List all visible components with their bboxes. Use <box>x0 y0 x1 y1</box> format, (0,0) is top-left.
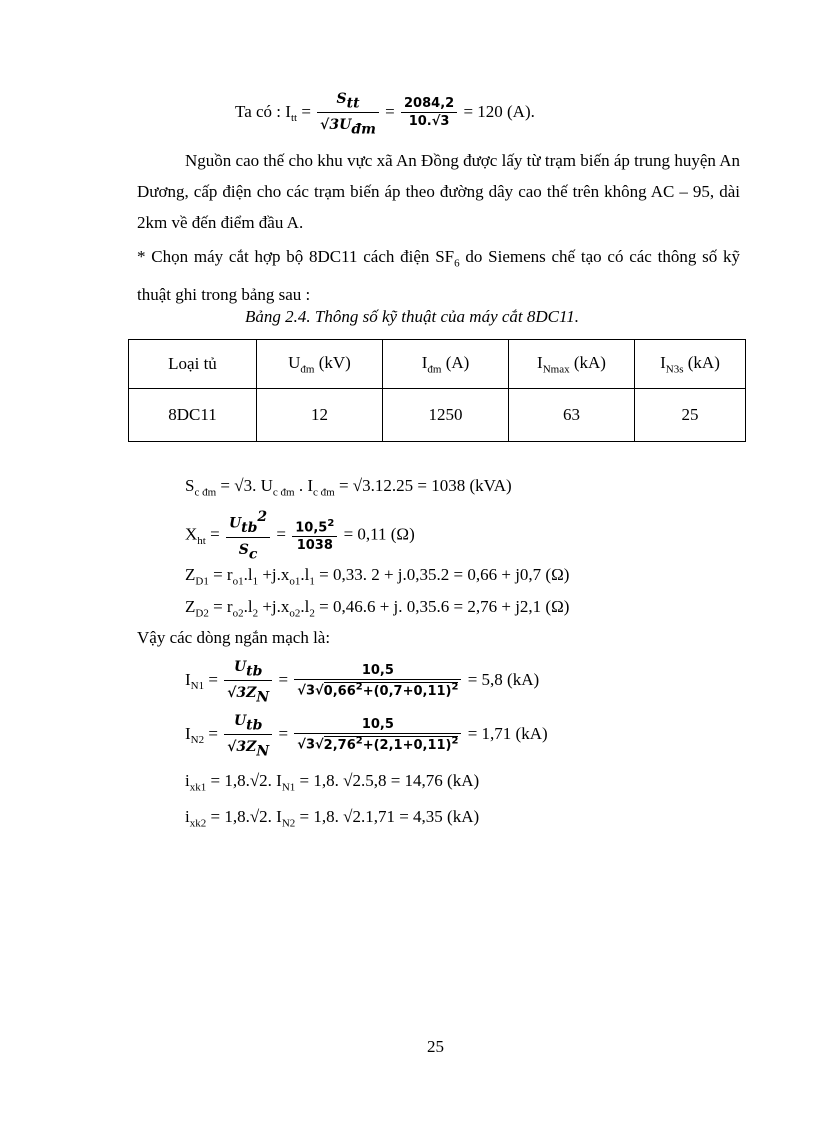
paragraph-breaker-selection: * Chọn máy cắt hợp bộ 8DC11 cách điện $SF_6$ do Siemens chế tạo có các thông số kỹ thuật ghi trong bảng sau : <box>137 247 740 305</box>
equation-zd2: $Z_{D2} = r_{o2}.l_2 +j.x_{o2}.l_2 = 0,46.6 + j$. 0,35.6 = 2,76 + j2,1 (Ω) <box>185 597 570 620</box>
fraction-utb: $\frac{U_{tb}}{√3Z_N}$ <box>224 656 272 706</box>
table-cell: 12 <box>257 389 383 442</box>
table-row <box>129 389 746 442</box>
fraction-numeric: $\frac{2084,2}{10.√3}$ <box>401 96 457 129</box>
equation-sc: $S_{c đm} = √3$. $U_{c đm}$ . $I_{c đm} = √3.12.25 = 1038$ (kVA) <box>185 476 512 499</box>
equation-ixk1: $i_{xk1} = 1,8.√2$. $I_{N1} = 1,8$. √2.5,8 = 14,76 (kA) <box>185 771 480 794</box>
table-cell: 25 <box>635 389 746 442</box>
conclusion-text: Vậy các dòng ngắn mạch là: <box>137 628 331 647</box>
equation-xht: $X_{ht}$ = $\frac{U_{tb}^2}{S_c}$ = $\frac{10,5^2}{1038}$ = 0,11 (Ω) <box>185 509 415 563</box>
fraction-utb: $\frac{U_{tb}^2}{S_c}$ <box>226 509 270 562</box>
breaker-spec-table <box>128 339 746 442</box>
header-cell: $U_{đm}$ (kV) <box>257 340 383 389</box>
table-cell: 1250 <box>383 389 509 442</box>
table-cell: 8DC11 <box>129 389 257 442</box>
header-cell: Loại tủ <box>129 340 257 389</box>
page-number: 25 <box>427 1037 444 1056</box>
header-cell: $I_{đm}$ (A) <box>383 340 509 389</box>
table-cell: 63 <box>509 389 635 442</box>
fraction-utb: $\frac{U_{tb}}{√3Z_N}$ <box>224 710 272 760</box>
fraction-stt: $\frac{S_{tt}}{√3U_{đm}}$ <box>317 88 379 138</box>
header-cell: $I_{Nmax}$ (kA) <box>509 340 635 389</box>
table-header-row <box>129 340 746 389</box>
paragraph-power-source: Nguồn cao thế cho khu vực xã An Đồng được lấy từ trạm biến áp trung huyện An Dương, cấp điện cho các trạm biến áp theo đường dây cao thế trên không AC – 95, dài 2km về đến điểm đầu A. <box>137 151 740 232</box>
fraction-numeric: $\frac{10,5^2}{1038}$ <box>292 518 337 553</box>
equation-zd1: $Z_{D1} = r_{o1}.l_1 +j.x_{o1}.l_1 = 0,33$. 2 + j.0,35.2 = 0,66 + j0,7 (Ω) <box>185 565 570 588</box>
equation-in2: $I_{N2}$ = $\frac{U_{tb}}{√3Z_N}$ = $\frac{10,5}{√3√2,76^2+(2,1+0,11)^2}$ = 1,71 (kA) <box>185 710 548 760</box>
equation-ixk2: $i_{xk2} = 1,8.√2$. $I_{N2} = 1,8$. √2.1,71 = 4,35 (kA) <box>185 807 480 830</box>
table-caption: Bảng 2.4. Thông số kỹ thuật của máy cắt 8DC11. <box>245 307 579 326</box>
fraction-numeric: $\frac{10,5}{√3√0,66^2+(0,7+0,11)^2}$ <box>294 663 461 698</box>
header-cell: $I_{N3s}$ (kA) <box>635 340 746 389</box>
equation-itt: Ta có : $I_{tt}$ = $\frac{S_{tt}}{√3U_{đm}}$ = $\frac{2084,2}{10.√3}$ = 120 (A). <box>235 88 535 138</box>
fraction-numeric: $\frac{10,5}{√3√2,76^2+(2,1+0,11)^2}$ <box>294 717 461 752</box>
equation-in1: $I_{N1}$ = $\frac{U_{tb}}{√3Z_N}$ = $\frac{10,5}{√3√0,66^2+(0,7+0,11)^2}$ = 5,8 (kA) <box>185 656 539 706</box>
